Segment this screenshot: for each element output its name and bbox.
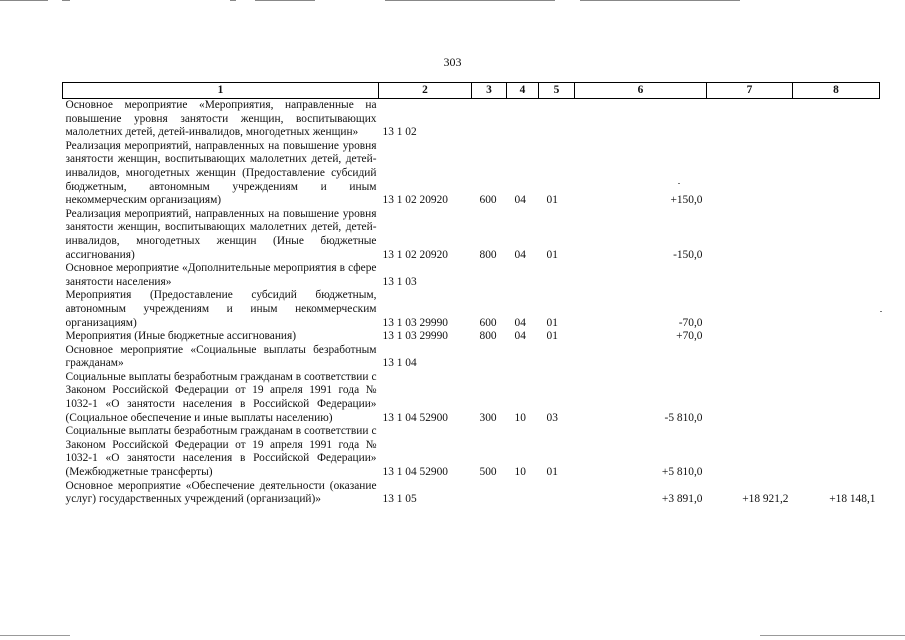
row-col4 [507,480,539,507]
row-name: Реализация мероприятий, направленных на повышение уровня занятости женщин, воспитывающих малолетних детей, детей-инвалидов, многодетных женщин (Предоставление субсидий бюджетным, автономным учреждениям и иным некоммерческим организациям) [65,139,377,207]
row-name: Основное мероприятие «Мероприятия, направленные на повышение уровня занятости женщин, воспитывающих малолетних детей, детей-инвалидов, многодетных женщин» [65,99,377,139]
page-number: 303 [443,55,462,69]
row-name: Основное мероприятие «Дополнительные мероприятия в сфере занятости населения» [65,262,377,288]
column-header: 7 [707,83,793,99]
row-col4: 04 [514,316,526,329]
column-header: 4 [507,83,539,99]
table-row [63,289,880,330]
table-row [63,99,880,140]
row-col3 [472,262,507,289]
row-col5 [539,344,575,371]
row-code: 13 1 04 [382,357,417,370]
row-col8 [793,371,880,425]
row-col5: 03 [546,411,558,424]
row-col4 [507,99,539,140]
row-code: 13 1 03 [382,275,417,288]
row-col8 [793,330,880,344]
row-col3 [472,99,507,140]
row-col5: 01 [546,466,558,479]
row-name: Мероприятия (Иные бюджетные ассигнования) [65,330,297,343]
row-name: Мероприятия (Предоставление субсидий бюджетным, автономным учреждениям и иным некоммерческим организациям) [65,289,377,329]
table-row [63,140,880,208]
row-code: 13 1 04 52900 [382,466,448,479]
row-col7 [707,262,793,289]
row-code: 13 1 04 52900 [382,411,448,424]
row-code: 13 1 02 [382,126,417,139]
row-col6: +5 810,0 [661,466,703,479]
row-col4: 04 [514,330,526,343]
row-col7 [707,330,793,344]
row-col8 [793,140,880,208]
row-col7 [707,371,793,425]
table-row [63,330,880,344]
row-col8 [793,425,880,479]
table-row [63,371,880,425]
column-header: 2 [379,83,472,99]
row-col3 [472,344,507,371]
row-col8 [793,99,880,140]
row-name: Реализация мероприятий, направленных на повышение уровня занятости женщин, воспитывающих малолетних детей, детей-инвалидов, многодетных женщин (Иные бюджетные ассигнования) [65,207,377,261]
row-col6 [575,344,707,371]
row-name: Основное мероприятие «Обеспечение деятельности (оказание услуг) государственных учреждений (организаций)» [65,479,377,506]
row-col8 [793,289,880,330]
table-row [63,480,880,507]
row-col4: 10 [514,466,526,479]
row-col3: 300 [479,411,497,424]
row-col4 [507,344,539,371]
row-col7 [707,140,793,208]
row-name: Социальные выплаты безработным гражданам в соответствии с Законом Российской Федерации от 19 апреля 1991 года № 1032-1 «О занятости населения в Российской Федерации» (Социальное обеспечение и иные выплаты населению) [65,370,377,424]
row-col6: -70,0 [678,316,703,329]
row-col4 [507,262,539,289]
row-code: 13 1 03 29990 [382,316,448,329]
row-col3: 800 [479,330,497,343]
row-col5: 01 [546,248,558,261]
row-col3 [472,480,507,507]
row-col8: +18 148,1 [829,493,876,506]
row-col6: +150,0 [670,194,703,207]
row-col7 [707,208,793,262]
row-col5: 01 [546,194,558,207]
row-col4: 04 [514,194,526,207]
row-col5 [539,99,575,140]
table-row [63,208,880,262]
row-code: 13 1 03 29990 [382,330,448,343]
row-col4: 04 [514,248,526,261]
column-header: 5 [539,83,575,99]
table-header-row [63,83,880,99]
column-header: 6 [575,83,707,99]
scan-speck [678,183,680,184]
column-header: 1 [63,83,379,99]
table-row [63,262,880,289]
row-col4: 10 [514,411,526,424]
row-col5 [539,262,575,289]
row-col6: +3 891,0 [661,493,703,506]
row-col7: +18 921,2 [742,493,789,506]
column-header: 3 [472,83,507,99]
row-col8 [793,262,880,289]
table-row [63,425,880,479]
budget-table [62,82,880,507]
scan-edge-bottom [0,630,905,640]
row-name: Основное мероприятие «Социальные выплаты безработным гражданам» [65,343,377,370]
row-col5 [539,480,575,507]
row-col7 [707,99,793,140]
row-col5: 01 [546,330,558,343]
row-col5: 01 [546,316,558,329]
table-row [63,344,880,371]
row-col6 [575,99,707,140]
row-col6: -5 810,0 [664,411,703,424]
row-col6: +70,0 [676,330,703,343]
row-col6 [575,262,707,289]
row-col3: 800 [479,248,497,261]
row-col3: 600 [479,194,497,207]
row-col8 [793,208,880,262]
column-header: 8 [793,83,880,99]
row-col3: 500 [479,466,497,479]
row-col7 [707,425,793,479]
row-code: 13 1 02 20920 [382,194,448,207]
row-name: Социальные выплаты безработным гражданам в соответствии с Законом Российской Федерации от 19 апреля 1991 года № 1032-1 «О занятости населения в Российской Федерации» (Межбюджетные трансферты) [65,425,377,479]
row-col6: -150,0 [673,248,703,261]
row-code: 13 1 02 20920 [382,248,448,261]
row-col7 [707,289,793,330]
scan-edge-top [0,0,905,3]
row-col3: 600 [479,316,497,329]
row-code: 13 1 05 [382,493,417,506]
scan-speck [880,311,882,312]
row-col8 [793,344,880,371]
row-col7 [707,344,793,371]
